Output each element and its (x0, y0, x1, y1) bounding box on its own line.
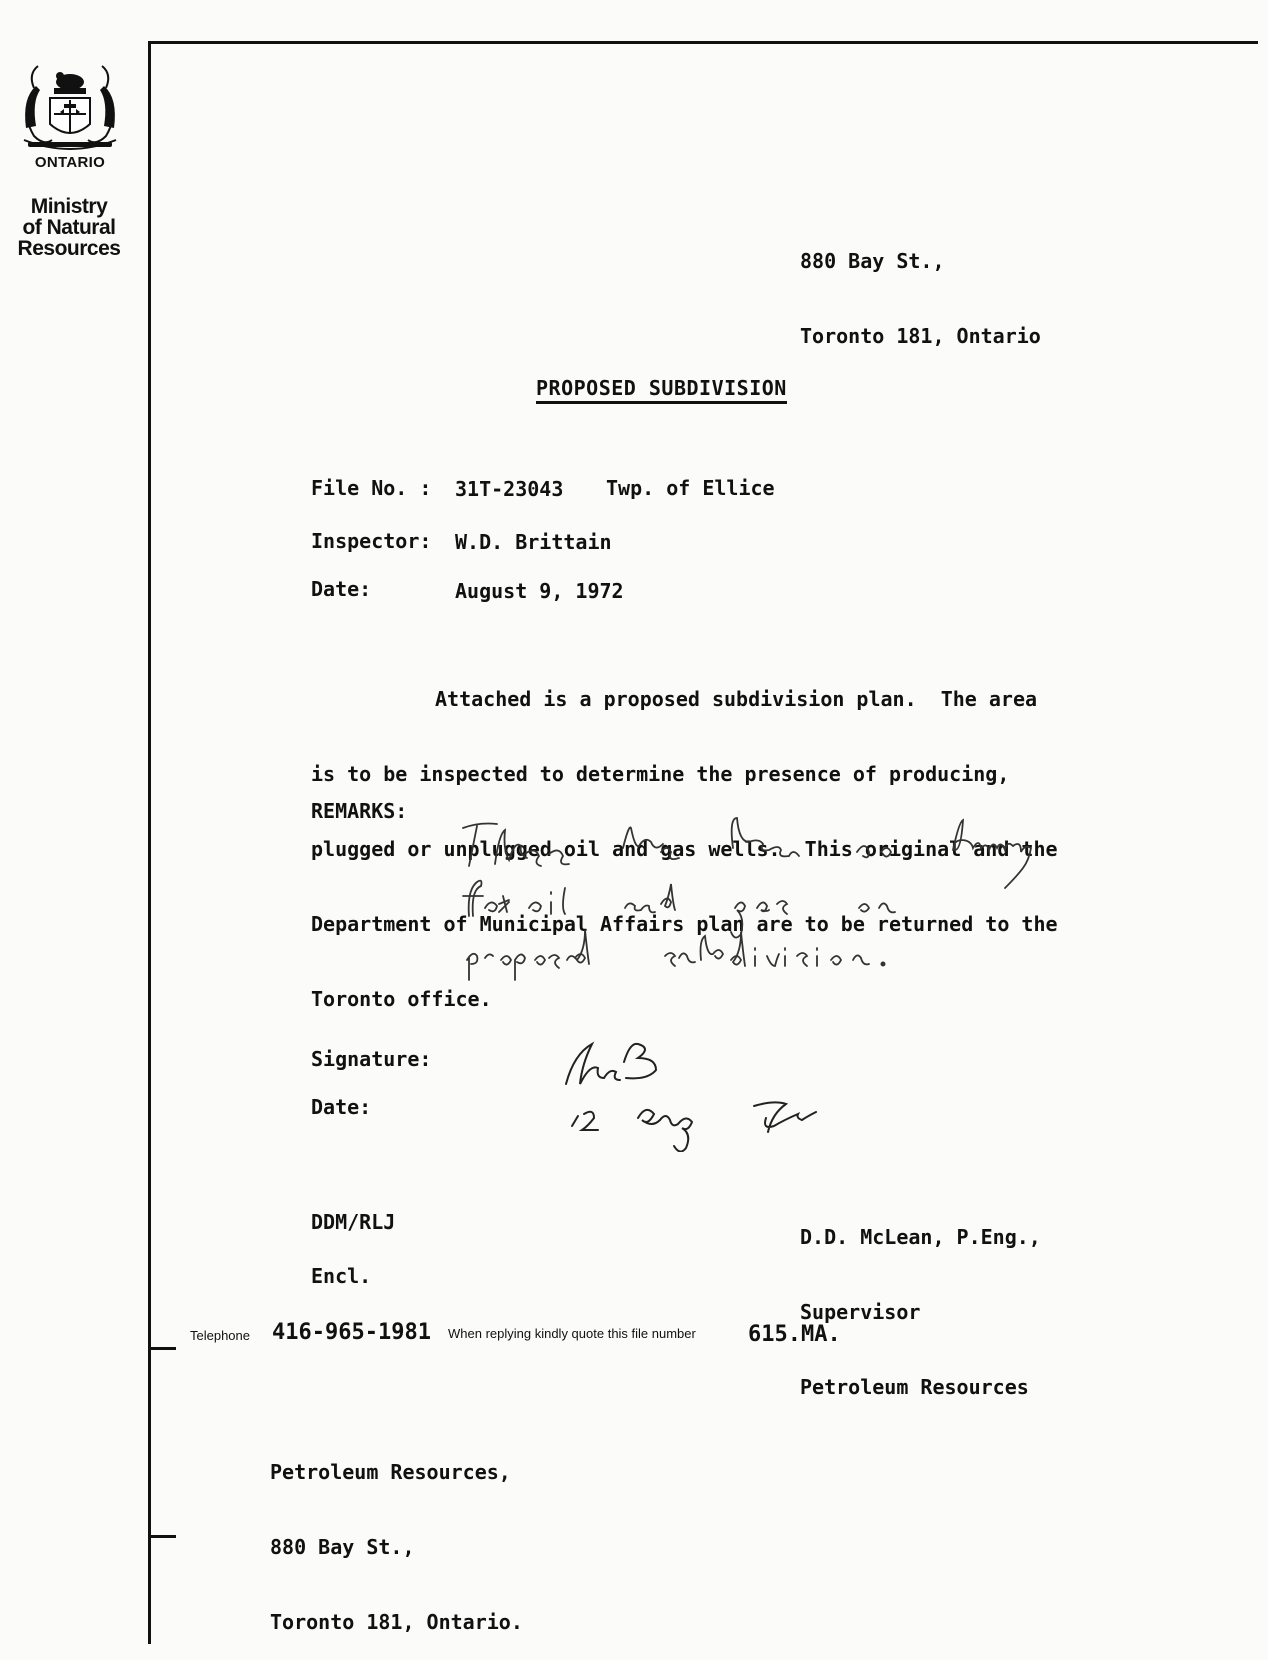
ministry-line: of Natural (22, 216, 116, 239)
frame-left-rule (148, 41, 151, 1644)
signature-date-label: Date: (311, 1095, 372, 1119)
frame-top-rule (148, 41, 1258, 44)
signature-label: Signature: (311, 1047, 432, 1071)
address-line: 880 Bay St., (800, 249, 945, 273)
province-name: ONTARIO (34, 154, 106, 171)
ministry-line: Ministry (30, 195, 108, 218)
fold-mark (150, 1347, 176, 1350)
file-reference-number: 615.MA. (748, 1322, 841, 1347)
sender-address (800, 199, 1041, 374)
body-line: is to be inspected to determine the presence of producing, (311, 762, 1010, 786)
handwritten-remarks (455, 808, 1155, 998)
body-line: plugged or unplugged oil and gas wells. This original and the (311, 837, 1058, 861)
return-address (270, 1410, 523, 1660)
body-line: Department of Municipal Affairs plan are to be returned to the (311, 912, 1058, 936)
reply-instruction: When replying kindly quote this file number (448, 1326, 696, 1341)
signatory-line: Petroleum Resources (800, 1375, 1029, 1399)
body-line: Attached is a proposed subdivision plan. The area (435, 687, 1038, 711)
handwritten-signature (560, 1022, 880, 1152)
address-line: Toronto 181, Ontario (800, 324, 1041, 348)
ministry-line: Resources (17, 237, 121, 260)
telephone-number: 416-965-1981 (272, 1320, 431, 1345)
signatory-block (800, 1175, 1041, 1425)
inspector-value: W.D. Brittain (455, 530, 612, 554)
ontario-coat-of-arms (14, 58, 126, 154)
signatory-line: Supervisor (800, 1300, 921, 1324)
enclosure: Encl. (311, 1264, 372, 1288)
telephone-label: Telephone (190, 1328, 250, 1343)
file-number-label: File No. : (311, 476, 432, 500)
fold-mark (150, 1535, 176, 1538)
remarks-label: REMARKS: (311, 799, 408, 823)
township: Twp. of Ellice (606, 476, 775, 500)
inspector-label: Inspector: (311, 529, 432, 553)
signatory-line: D.D. McLean, P.Eng., (800, 1225, 1041, 1249)
address-line: 880 Bay St., (270, 1535, 415, 1559)
date-label: Date: (311, 577, 372, 601)
ministry-name (8, 196, 130, 259)
address-line: Toronto 181, Ontario. (270, 1610, 523, 1634)
address-line: Petroleum Resources, (270, 1460, 511, 1484)
document-title: PROPOSED SUBDIVISION (536, 376, 787, 404)
file-number-value: 31T-23043 (455, 477, 564, 501)
body-line: Toronto office. (311, 987, 492, 1011)
initials: DDM/RLJ (311, 1210, 396, 1234)
date-value: August 9, 1972 (455, 579, 624, 603)
